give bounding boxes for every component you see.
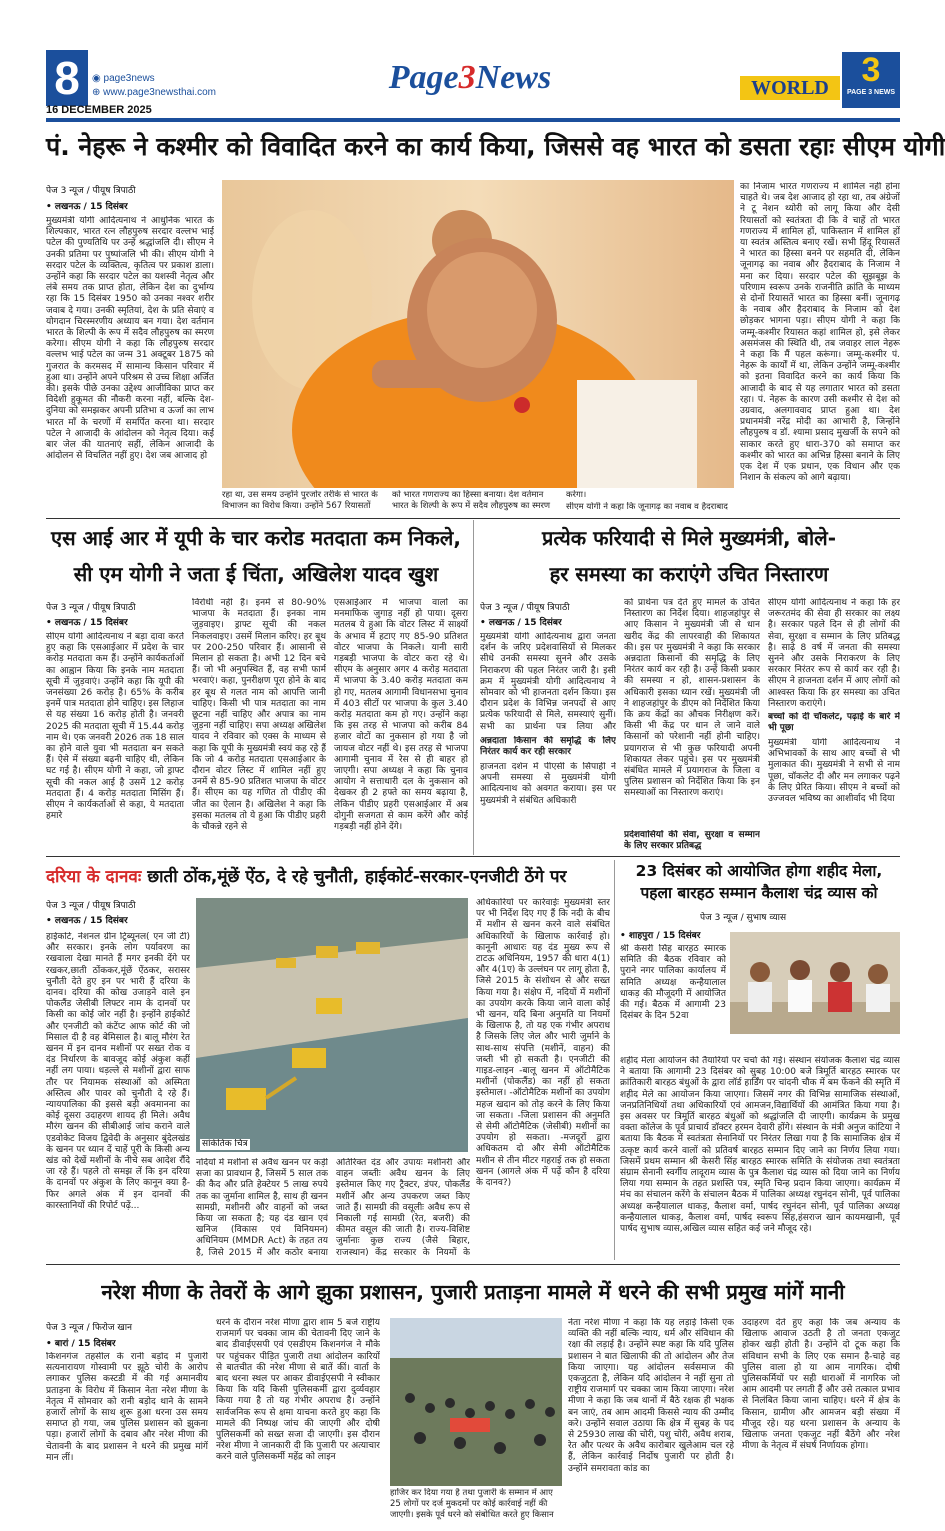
story6-col2: धरने के दौरान नरेश मीणा द्वारा शाम 5 बजे राष्ट्रीय राजमार्ग पर चक्का जाम की चेतावनी दिए जाने के बाद डीवाईएसपी एवं एसडीएम किशनगंज ने मौके पर पहुंचकर पीड़ित पुजारी तथा आंदोलन कारियों से बातचीत की नरेश मीणा से बातें कीं। वार्ता के बाद धरना स्थल पर आकर डीवाईएसपी ने स्वीकार किया कि यदि किसी पुलिसकर्मी द्वारा दुर्व्यवहार किया गया है तो यह गंभीर अपराध है। उन्होंने सार्वजनिक रूप से क्षमा याचना करते हुए कहा कि मामले की निष्पक्ष जांच की जाएगी और दोषी पुलिसकर्मी को सख्त सजा दी जाएगी। इस दौरान नरेश मीणा ने जानकारी दी कि पुजारी पर अत्याचार करने वाले पुलिसकर्मी महेंद्र को लाइन <box>216 1318 380 1463</box>
story6-photo <box>390 1318 562 1486</box>
social-handle[interactable]: ◉ page3news <box>92 73 155 84</box>
story1-dateline: • लखनऊ / 15 दिसंबर <box>46 202 128 212</box>
story1-caption-b: को भारत गणराज्य का हिस्सा बनाया। देश वर्तमान भारत के शिल्पी के रूप में सदैव लौहपुरुष का स्मरण <box>392 490 551 511</box>
story1-col1: मुख्यमंत्री योगी आदित्यनाथ ने आधुनिक भारत के शिल्पकार, भारत रत्न लौहपुरुष सरदार वल्लभ भाई पटेल की पुण्यतिथि पर उन्हें श्रद्धांजलि दी। सीएम ने उनकी प्रतिमा पर पुष्पांजलि भी की। सीएम योगी ने सरदार पटेल के व्यक्तित्व, कृतित्व पर प्रकाश डाला। उन्होंने कहा कि सरदार पटेल का यशस्वी नेतृत्व और लंबे समय तक प्राप्त होता, लेकिन देश का दुर्भाग्य रहा कि 15 दिसंबर 1950 को उनका नश्वर शरीर जवाब दे गया। उनकी स्मृतियां, देश के प्रति सेवाएं व योगदान चिरस्मरणीय अध्याय बन गया। देश वर्तमान भारत के शिल्पी के रूप में सदैव लौहपुरुष का स्मरण करेगा। सीएम योगी ने कहा कि लौहपुरुष सरदार वल्लभ भाई पटेल का जन्म 31 अक्टूबर 1875 को गुजरात के करमसद में सामान्य किसान परिवार में हुआ था। उन्होंने अपने परिश्रम से उच्च शिक्षा अर्जित की। इसके पीछे उनका उद्देश्य आजीविका प्राप्त कर विदेशी हुकूमत की नौकरी करना नहीं, बल्कि देश-दुनिया को समझकर अपनी प्रतिभा व ऊर्जा का लाभ भारत माँ के चरणों में समर्पित करना था। सरदार पटेल ने आजादी के आंदोलन को नेतृत्व दिया। कई बार जेल की यातनाएं सहीं, लेकिन आजादी के आंदोलन से विचलित नहीं हुए। देश जब आजाद हो <box>46 216 214 462</box>
story4-photo <box>196 898 468 1152</box>
story4-col3: अतिरिक्त दंड और उपायः मशीनरी और वाहन जब्तीः अवैध खनन के लिए इस्तेमाल किए गए ट्रैक्टर, डंपर, पोकलैंड मशीनें और अन्य उपकरण जब्त किए जाते हैं। सामग्री की वसूलीः अवैध रूप से निकाली गई सामग्री (रेत, बजरी) की कीमत वसूल की जाती है। राज्य-विशिष्ट जुर्मानाः कुछ राज्य (जैसे बिहार, राजस्थान) केंद्र सरकार के नियमों के <box>336 1158 470 1258</box>
divider <box>46 856 900 857</box>
divider <box>46 1264 900 1265</box>
story1-headline: पं. नेहरू ने कश्मीर को विवादित करने का कार्य किया, जिससे वह भारत को डसता रहाः सीएम योगी <box>46 132 945 161</box>
story5-col1b: शहीद मेला आयोजन की तैयारियों पर चर्चा की गई। संस्थान संयोजक कैलाश चंद्र व्यास ने बताया कि आगामी 23 दिसंबर को सुबह 10:00 बजे त्रिमूर्ति बारहठ स्मारक पर क्रांतिकारी बारहठ बंधुओं के द्वारा लॉर्ड हार्डिंग पर चांदनी चौक में बम फेंकने की स्मृति में शहीद मेले का आयोजन किया जाएगा। जिसमें नगर की विभिन्न सामाजिक संस्थाओं, जनप्रतिनिधियों तथा अधिकारियों एवं आमजन,विद्यार्थियों की आमंत्रित किया गया है। इस अवसर पर त्रिमूर्ति बारहठ बंधुओं को श्रद्धांजलि दी जाएगी। कार्यक्रम के प्रमुख वक्ता कॉलेज के पूर्व प्राचार्य डॉक्टर हरमन देवारी होंगे। संस्थान के मंत्री अनुज कांटिया ने बताया कि बैठक में स्वतंत्रता सेनानियों पर निरंतर लिखा गया है कि सामाजिक क्षेत्र में उत्कृष्ट कार्य करने वालों को प्रतिवर्ष बारहठ सम्मान दिए जाने का निर्णय लिया गया। जिसमें प्रथम सम्मान श्री केसरी सिंह बारहठ स्मारक समिति के संयोजक तथा स्वतंत्रता संग्राम सेनानी स्वर्गीय लादूराम व्यास के पुत्र कैलाश चंद्र व्यास को दिया जाने का निर्णय लिया गया सम्मान के तहत प्रशस्ति पत्र, स्मृति चिन्ह प्रदान किया जाएगा। कार्यक्रम में मंच का संचालन करेंगे के संचालन बैठक में पालिका अध्यक्ष रघुनंदन सोनी, पूर्व पालिका अध्यक्ष कन्हैयालाल धाकड़, कैलाश वर्मा, पार्षद रघुनंदन सोनी, पूर्व पालिका अध्यक्ष कन्हैयालाल धाकड़, कैलाश वर्मा, पार्षद स्वरूप सिंह,हंसराज खान कायमखानी, पूर्व पार्षद सुभाष व्यास,अखिल व्यास सहित कई जने मौजूद रहे। <box>620 1056 900 1235</box>
story2-byline: पेज 3 न्यूज / पीयूष त्रिपाठी <box>46 603 136 613</box>
story6-col3: नेता नरेश मीणा ने कहा कि यह लड़ाई किसी एक व्यक्ति की नहीं बल्कि न्याय, धर्म और संविधान की रक्षा की लड़ाई है। उन्होंने स्पष्ट कहा कि यदि पुलिस प्रशासन ने बात खिलाफी की तो आंदोलन और तेज किया जाएगा। यह आंदोलन सर्वसमाज की एकजुटता है, लेकिन यदि आंदोलन ने नहीं सुना तो राष्ट्रीय राजमार्ग पर चक्का जाम किया जाएगा। नरेश मीणा ने कहा कि जब थानों में बैठे रक्षक ही भक्षक बन जाएं, तब आम आदमी किससे न्याय की उम्मीद करे। उन्होंने सवाल उठाया कि क्षेत्र में सुबह के पद से 25930 लाख की चोरी, पशु चोरी, अवैध शराब, रेत और पत्थर के अवैध कारोबार खुलेआम चल रहे हैं, लेकिन कार्रवाई निर्दोष पुजारी पर होती है। उन्होंने समरावता कांड का <box>568 1318 734 1474</box>
story2-col1: सीएम योगी आदित्यनाथ ने बड़ा दावा करते हुए कहा कि एसआईआर में प्रदेश के चार करोड़ मतदाता कम हैं। उन्होंने कार्यकर्ताओं का आह्वान किया कि इनके नाम मतदाता सूची में जुड़वाएं। उन्होंने कहा कि यूपी की जनसंख्या 26 करोड़ है। 65% के करीब इनमें पात्र मतदाता होने चाहिए। इस लिहाज से यह संख्या 16 करोड़ होती है। जनवरी 2025 की मतदाता सूची में 15.44 करोड़ नाम थे। एक जनवरी 2026 तक 18 साल का होने वाले युवा भी मतदाता बन सकते हैं। ऐसे में संख्या बढ़नी चाहिए थी, लेकिन घट गई है। सीएम योगी ने कहा, जो ड्राफ्ट सूची की नकल आई है उसमें 12 करोड़ मतदाता हैं। 4 करोड़ मतदाता मिसिंग हैं। सीएम ने कार्यकर्ताओं से कहा, ये मतदाता हमारे <box>46 632 184 822</box>
story1-photo-caption: सीएम योगी ने कहा कि जूनागढ़ का नवाब व हैदराबाद <box>566 502 728 512</box>
story5-col1: श्री केसरी सिंह बारहठ स्मारक समिति की बैठक रविवार को पुराने नगर पालिका कार्यालय में समिति अध्यक्ष कन्हैयालाल धाकड़ की मौजूदगी में आयोजित की गई। बैठक में आगामी 23 दिसंबर के दिन 52वा <box>620 944 726 1022</box>
story3-col3c: मुख्यमंत्री योगी आदित्यनाथ ने अभिभावकों के साथ आए बच्चों से भी मुलाकात की। मुख्यमंत्री ने सभी से नाम पूछा, चॉकलेट दी और मन लगाकर पढ़ने के लिए प्रेरित किया। सीएम ने बच्चों को उज्जवल भविष्य का आशीर्वाद भी दिया <box>768 738 900 805</box>
story5-dateline: • शाहपुरा / 15 दिसंबर <box>620 931 701 941</box>
header-divider <box>46 118 900 122</box>
story3-col3-subhead: बच्चों को दी चॉकलेट, पढ़ाई के बारे में भी पूछा <box>768 712 900 734</box>
story4-byline: पेज 3 न्यूज / पीयूष त्रिपाठी <box>46 901 136 911</box>
issue-date: 16 DECEMBER 2025 <box>46 104 226 120</box>
story6-headline: नरेश मीणा के तेवरों के आगे झुका प्रशासन, पुजारी प्रताड़ना मामले में धरने की सभी प्रमुख मांगें मानी <box>101 1280 845 1304</box>
story1-caption-c: करेगा। <box>566 490 587 500</box>
section-label: WORLD <box>740 76 840 100</box>
story6-col1: किशनगंज तहसील के रानी बड़ोद में पुजारी सत्यनारायण गोस्वामी पर झूठे चोरी के आरोप लगाकर पुलिस कस्टडी में की गई अमानवीय प्रताड़ना के विरोध में किसान नेता नरेश मीणा के नेतृत्व में सोमवार को रानी बड़ोद थाने के सामने हजारों लोगों के साथ शुरू हुआ धरना उस समय समाप्त हो गया, जब पुलिस प्रशासन को झुकना पड़ा। हजारों लोगों के दबाव और नरेश मीणा की चेतावनी के बाद प्रशासन ने धरने की प्रमुख मांगें मान लीं। <box>46 1352 208 1463</box>
story3-subhead2: प्रदेशवासियों की सेवा, सुरक्षा व सम्मान के लिए सरकार प्रतिबद्ध <box>624 830 760 852</box>
story1-photo <box>222 180 734 488</box>
story3-dateline: • लखनऊ / 15 दिसंबर <box>480 618 562 628</box>
website-link[interactable]: ⊕ www.page3newsthai.com <box>92 87 217 98</box>
story3-col2: को प्रार्थना पत्र देते हुए मामले के उचित निस्तारण का निर्देश दिया। शाहजहांपुर से आए किसान ने मुख्यमंत्री जी से धान खरीद केंद्र की लापरवाही की शिकायत की। इस पर मुख्यमंत्री ने कहा कि सरकार अन्नदाता किसानों की समृद्धि के लिए निरंतर कार्य कर रही है। उन्हें किसी प्रकार की समस्या न हो, शासन-प्रशासन के अधिकारी इसका ध्यान रखें। मुख्यमंत्री जी ने शाहजहांपुर के डीएम को निर्देशित किया कि क्रय केंद्रों का औचक निरीक्षण करें। किसी भी केंद्र पर धान ले जाने वाले किसानों को परेशानी नहीं होनी चाहिए। प्रयागराज से भी कुछ फरियादी अपनी शिकायत लेकर पहुंचे। इस पर मुख्यमंत्री संबंधित मामले में प्रयागराज के जिला व पुलिस प्रशासन को निर्देशित किया कि इन समस्याओं का निस्तारण कराएं। <box>624 598 760 799</box>
story3-byline: पेज 3 न्यूज / पीयूष त्रिपाठी <box>480 603 570 613</box>
story6-dateline: • बारां / 15 दिसंबर <box>46 1339 116 1349</box>
story5-headline-line2: पहला बारहठ सम्मान कैलाश चंद्र व्यास को <box>640 884 878 902</box>
story4-col1: हाईकोर्ट, नेशनल ग्रीन ट्रिब्यूनल( एन जी टी) और सरकार। इनके लोग पर्यावरण का रखवाला देखा मानते हैं मगर इनकी देंगे पर रखकर,छाती ठोंककर,मूंछें ऐंठकर, सरासर चुनौती देते हुए इन पर भारी हैं दरिया के दानव। दरिया की कोख उजाड़ने वाले इन पोकलैंड जेसीबी लिफ्टर नाम के दानवों पर किसी का कोई जोर नहीं है। इन्होंने हाईकोर्ट और एनजीटी को कंटेंप्ट आफ कोर्ट की जो मिसाल दी है वह बेमिसाल है। बालू मौरंग रेत खनन में इन दानव मशीनों पर सख्त रोक व दंड निर्धारण के बावजूद कोई अंकुश कहीं नहीं लग पाया। धड़ल्ले से मशीनों द्वारा साफ तौर पर नियामक संस्थाओं को अस्मिता अस्तित्व और पावर को चुनौती दे रहे हैं। न्यायपालिका की इससे बड़ी अवमानना का कोई दूसरा उदाहरण शायद ही मिले। अवैध मौरंग खनन की सीबीआई जांच कराने वाले एडवोकेट विजय द्विवेदी के अनुसार बुंदेलखंड के खनन पर ध्यान दें चाहें पूरी के किसी अन्य खंड को देखें मशीनों के नीचे सब आदेश रौंदे जा रहे हैं। पहले तो समझ लें कि इन दरिया के दानवों पर अंकुश के लिए कानून क्या है- फिर अगले अंक में इन दानवों की कारस्तानियों की रिपोर्ट पढ़ें... <box>46 932 190 1211</box>
story5-photo <box>730 932 900 1034</box>
story3-headline-line1: प्रत्येक फरियादी से मिले मुख्यमंत्री, बोले- <box>541 526 837 550</box>
story3-headline-line2: हर समस्या का कराएंगे उचित निस्तारण <box>549 562 829 586</box>
story4-col2: नदियों में मशीनों से अवैध खनन पर कड़ी सजा का प्रावधान है, जिसमें 5 साल तक की कैद और प्रति हेक्टेयर 5 लाख रुपये तक का जुर्माना शामिल है, साथ ही खनन सामग्री, मशीनरी और वाहनों को जब्त किया जा सकता है; यह दंड खान एवं खनिज (विकास एवं विनियमन) अधिनियम (MMDR Act) के तहत तय है, जिसे 2015 में और कठोर बनाया <box>196 1158 328 1258</box>
story3-col1: मुख्यमंत्री योगी आदित्यनाथ द्वारा जनता दर्शन के जरिए प्रदेशवासियों से मिलकर सीधे उनकी समस्या सुनने और उसके निराकरण की पहल निरंतर जारी है। इसी क्रम में मुख्यमंत्री योगी आदित्यनाथ ने सोमवार को भी हाजनता दर्शन किया। इस दौरान प्रदेश के विभिन्न जनपदों से आए प्रत्येक फरियादी से मिले, समस्याएं सुनीं। सभी का प्रार्थना पत्र लिया और <box>480 632 616 732</box>
story2-headline-line2: सी एम योगी ने जता ई चिंता, अखिलेश यादव खुश <box>73 562 439 586</box>
story2-dateline: • लखनऊ / 15 दिसंबर <box>46 618 128 628</box>
story2-headline-line1: एस आई आर में यूपी के चार करोड मतदाता कम निकले, <box>51 526 461 550</box>
story1-byline: पेज 3 न्यूज / पीयूष त्रिपाठी <box>46 186 136 196</box>
page-number: 8 <box>46 50 88 106</box>
story4-col4: अधिकारियों पर कार्रवाईः मुख्यमंत्री स्तर पर भी निर्देश दिए गए हैं कि नदी के बीच में मशीन से खनन करने वाले संबंधित अधिकारियों के खिलाफ कार्रवाई हो। कानूनी आधारः यह दंड मुख्य रूप से टाटऊ अधिनियम, 1957 की धारा 4(1) और 4(1ए) के उल्लंघन पर लागू होता है, जिसे 2015 के संशोधन से और सख्त किया गया है। संक्षेप में, नदियों में मशीनों का उपयोग करके किया जाने वाला कोई भी खनन, यदि बिना अनुमति या नियमों के खिलाफ है, तो यह एक गंभीर अपराध है जिसके लिए जेल और भारी जुर्माने के साथ-साथ संपत्ति (मशीनें, वाहन) की जब्ती भी हो सकती है। एनजीटी की गाइड-लाइन -बालू खनन में ऑटोमैटिक मशीनों (पोकलैंड) का नहीं हो सकता इस्तेमाल। -ऑटोमैटिक मशीनों का उपयोग महज खदान को तोड़ करने के लिए किया जा सकता। -जिला प्रशासन की अनुमति से सेमी ऑटोमैटिक (जेसीबी) मशीनों का उपयोग हो सकता। -मजदूरों द्वारा अधिकतम दो और सेमी ऑटोमैटिक मशीन से तीन मीटर गहराई तक हो सकता खनन (आगले अंक में पढ़ें कौन है दरिया के दानव?) <box>476 898 610 1189</box>
story2-col2: विरोधी नहीं हैं। इनमें से 80-90% भाजपा के मतदाता हैं। इनका नाम जुड़वाइए। ड्राफ्ट सूची की नकल निकलवाइए। उसमें मिलान करिए। हर बूथ पर 200-250 परिवार हैं। आसानी से मिलान हो सकता है। अभी 12 दिन बचे हैं। जो भी अनुपस्थित हैं, वह सभी फार्म भरवाएं। कहा, पुनरीक्षण पूरा होने के बाद हर बूथ से गलत नाम को आपत्ति जानी चाहिए। किसी भी पात्र मतदाता का नाम छूटना नहीं चाहिए और अपात्र का नाम जुड़ना नहीं चाहिए। सपा अध्यक्ष अखिलेश यादव ने रविवार को एक्स के माध्यम से कहा कि यूपी के मुख्यमंत्री स्वयं कह रहे हैं कि जो 4 करोड़ मतदाता एसआईआर के दौरान वोटर लिस्ट में शामिल नहीं हुए उनमें से 85-90 प्रतिशत भाजपा के वोटर हैं। सीएम का यह गणित तो पीडीए की जीत का ऐलान है। अखिलेश ने कहा कि इसका मतलब तो ये हुआ कि पीडीए प्रहरी के चौकन्ने रहने से <box>192 598 326 833</box>
masthead-logo[interactable]: Page3News <box>388 59 552 96</box>
story4-headline: दरिया के दानवः छाती ठोंक,मूंछें ऐंठ, दे रहे चुनौती, हाईकोर्ट-सरकार-एनजीटी ठेंगे पर <box>46 867 567 887</box>
column-divider <box>614 860 615 1260</box>
story5-byline: पेज 3 न्यूज / सुभाष व्यास <box>700 913 787 923</box>
story3-col1b: हाजनता दर्शन में पीएसी के सिपाही ने अपनी समस्या से मुख्यमंत्री योगी आदित्यनाथ को अवगत कराया। इस पर मुख्यमंत्री ने संबंधित अधिकारी <box>480 762 616 806</box>
story6-col4: उदाहरण देते हुए कहा कि जब अन्याय के खिलाफ आवाज उठती है तो जनता एकजुट होकर खड़ी होती है। उन्होंने दो टूक कहा कि संविधान सभी के लिए एक समान है-चाहे वह पुलिस वाला हो या आम नागरिक। दोषी पुलिसकर्मियों पर सही धाराओं में नागरिक जो आम आदमी पर लगती हैं और उसे तत्काल प्रभाव से निलंबित किया जाना चाहिए। धरने में क्षेत्र के किसान, ग्रामीण और आमजन बड़ी संख्या में मौजूद रहे। यह धरना प्रशासन के अन्याय के खिलाफ जनता एकजुट नहीं बैठेंगे और नरेश मीणा के नेतृत्व में संघर्ष निर्णायक होगा। <box>742 1318 900 1452</box>
story3-col3: सीएम योगी आदित्यनाथ ने कहा कि हर जरूरतमंद की सेवा ही सरकार का लक्ष्य है। सरकार पहले दिन से ही लोगों की सेवा, सुरक्षा व सम्मान के लिए प्रतिबद्ध है। साढ़े 8 वर्ष में जनता की समस्या सुनने और उसके निराकरण के लिए सरकार निरंतर रूप से कार्य कर रही है। सीएम ने हाजनता दर्शन में आए लोगों को आश्वस्त किया कि हर समस्या का उचित निस्तारण कराएंगे। <box>768 598 900 709</box>
brand-badge: 3 PAGE 3 NEWS <box>842 52 900 108</box>
story4-dateline: • लखनऊ / 15 दिसंबर <box>46 916 128 926</box>
story6-photo-caption: हाजिर कर दिया गया है तथा पुजारी के सम्मान में आए 25 लोगों पर दर्ज मुकदमों पर कोई कार्रवाई नहीं की जाएगी। इसके पूर्व धरने को संबोधित करते हुए किसान <box>390 1488 554 1520</box>
column-divider <box>473 520 474 855</box>
divider <box>46 518 900 519</box>
story5-headline-line1: 23 दिसंबर को आयोजित होगा शहीद मेला, <box>635 862 883 880</box>
story1-col3: का निजाम भारत गणराज्य में शामिल नहीं होना चाहते थे। जब देश आजाद हो रहा था, तब अंग्रेजों ने टू नेशन थ्योरी को लागू किया और देसी रियासतों को स्वतंत्रता दी कि वे चाहें तो भारत गणराज्य में शामिल हों, पाकिस्तान में शामिल हों या स्वतंत्र अस्तित्व बनाए रखें। सभी हिंदू रियासतें ने भारत का हिस्सा बनने पर सहमति दी, लेकिन जूनागढ़ का नवाब और हैदराबाद के निजाम ने मना कर दिया। सरदार पटेल की सूझबूझ के परिणाम स्वरूप उनके राजनीति क्रांति के माध्यम से दोनों रियासतें भारत का हिस्सा बनीं। जूनागढ़ के नवाब और हैदराबाद के निजाम को देश छोड़कर भागना पड़ा। सीएम योगी ने कहा कि जम्मू-कश्मीर रियासत कहां शामिल हो, इसे लेकर असमंजस की स्थिति थी, तब जवाहर लाल नेहरू ने कहा कि मैं पहल करूंगा। जम्मू-कश्मीर पं. नेहरू के कार्यों में था, लेकिन उन्होंने जम्मू-कश्मीर को इतना विवादित करने का कार्य किया कि आजादी के बाद से यह लगातार भारत को डसता रहा। पं. नेहरू के कारण उसी कश्मीर से देश को उग्रवाद, अलगाववाद प्राप्त हुआ था। देश प्रधानमंत्री नरेंद्र मोदी का आभारी है, जिन्होंने लौहपुरुष व डॉ. श्यामा प्रसाद मुखर्जी के सपने को साकार करते हुए धारा-370 को समाप्त कर कश्मीर को भारत का अभिन्न हिस्सा बनाने के लिए एक देश में एक प्रधान, एक विधान और एक निशान के संकल्प को आगे बढ़ाया। <box>740 182 900 484</box>
story2-col3: एसआईआर में भाजपा वालों का मनमाफिक जुगाड़ नहीं हो पाया। दूसरा मतलब ये हुआ कि वोटर लिस्ट में साक्ष्यों के अभाव में हटाए गए 85-90 प्रतिशत वोटर भाजपा के निकले। यानी सारी गड़बड़ी भाजपा के वोटर करा रहे थे। सीएम के अनुसार अगर 4 करोड़ मतदाता में भाजपा के 3.40 करोड़ मतदाता कम हो गए, मतलब आगामी विधानसभा चुनाव में 403 सीटों पर भाजपा के कुल 3.40 करोड़ मतदाता कम हो गए। उन्होंने कहा कि इस तरह से भाजपा को करीब 84 हजार वोटों का नुकसान हो गया है जो जायज वोटर नहीं थे। इस तरह से भाजपा आगामी चुनाव में रेस से ही बाहर हो जाएगी। सपा अध्यक्ष ने कहा कि चुनाव आयोग ने सत्ताधारी दल के नुकसान को देखकर ही 2 हफ्ते का समय बढ़ाया है, लेकिन पीडीए प्रहरी एसआईआर में अब दोगुनी सजगता से काम करेंगे और कोई गड़बड़ी नहीं होने देंगे। <box>334 598 468 833</box>
story4-photo-label: सांकेतिक चित्र <box>202 1139 248 1149</box>
social-links <box>92 72 216 100</box>
story3-subhead: अन्नदाता किसान की समृद्धि के लिए निरंतर कार्य कर रही सरकार <box>480 736 616 758</box>
story1-caption-a: रहा था, उस समय उन्होंने पुरजोर तरीके से भारत के विभाजन का विरोध किया। उन्होंने 567 रियासतों <box>222 490 378 511</box>
story6-byline: पेज 3 न्यूज / फिरोज खान <box>46 1323 133 1333</box>
